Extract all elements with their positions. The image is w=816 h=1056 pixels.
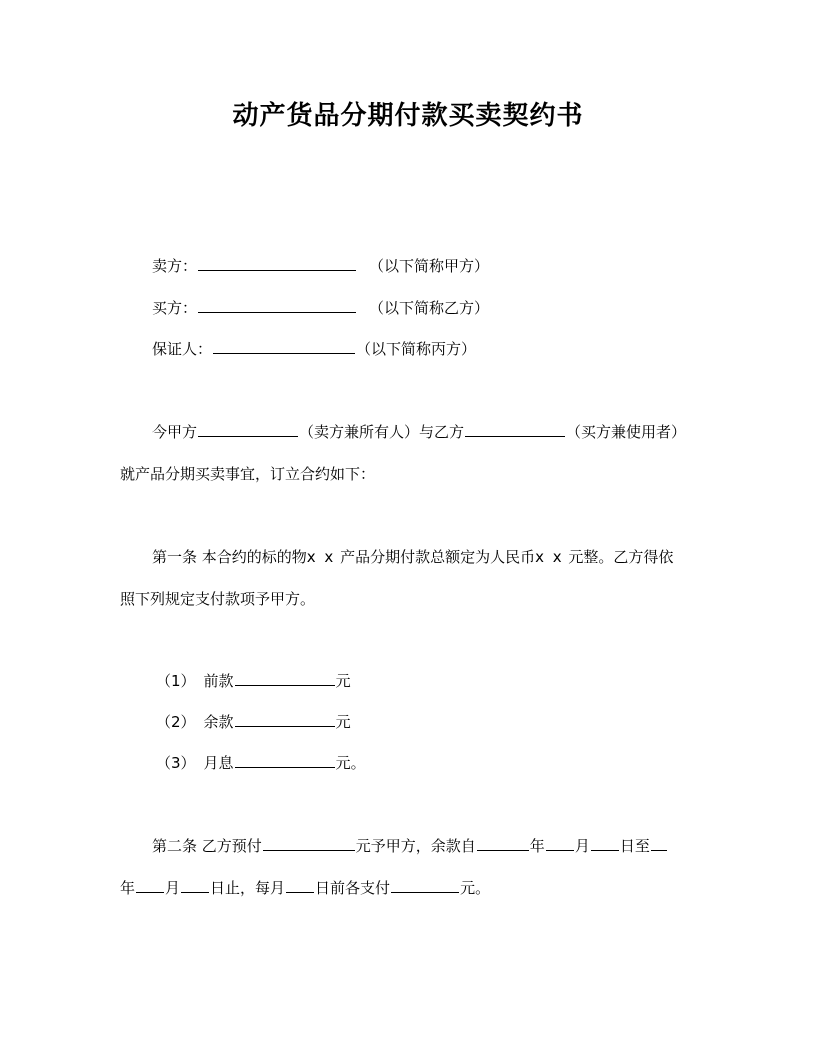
payment-item-2 xyxy=(156,710,351,734)
seller-note: （以下简称甲方） xyxy=(369,257,490,275)
seller-label: 卖方： xyxy=(152,257,198,275)
intro-seller-blank[interactable] xyxy=(198,420,298,437)
article2-start-day-blank[interactable] xyxy=(591,834,619,851)
payment-blank-3[interactable] xyxy=(235,751,335,768)
article1-xx-2: x x xyxy=(535,548,564,566)
article2-text-b: 元予甲方，余款自 xyxy=(355,837,476,855)
payment-item-1 xyxy=(156,669,351,693)
payment-label: 余款 xyxy=(203,713,234,731)
article2-text-c: 年 xyxy=(529,837,545,855)
payment-label: 月息 xyxy=(203,754,234,772)
article2-text-j: 元。 xyxy=(460,879,491,897)
article2-text-a: 第二条 乙方预付 xyxy=(152,837,262,855)
article1-text-2: 照下列规定支付款项予甲方。 xyxy=(120,590,316,608)
article2-end-day-blank[interactable] xyxy=(181,876,209,893)
intro-line-1 xyxy=(152,420,686,444)
buyer-note: （以下简称乙方） xyxy=(369,299,490,317)
article2-end-month-blank[interactable] xyxy=(136,876,164,893)
article2-text-g: 月 xyxy=(165,879,181,897)
guarantor-line xyxy=(152,337,476,361)
article1-suffix: 元整。乙方得依 xyxy=(563,548,674,566)
guarantor-note: （以下简称丙方） xyxy=(356,340,477,358)
buyer-blank[interactable] xyxy=(198,296,356,313)
article2-text-i: 日前各支付 xyxy=(315,879,391,897)
payment-num: （1） xyxy=(156,672,196,690)
intro-text-1: 今甲方 xyxy=(152,423,198,441)
payment-label: 前款 xyxy=(203,672,234,690)
article2-start-month-blank[interactable] xyxy=(546,834,574,851)
article2-monthly-amount-blank[interactable] xyxy=(391,876,459,893)
intro-text-2: （卖方兼所有人）与乙方 xyxy=(299,423,465,441)
payment-num: （2） xyxy=(156,713,196,731)
intro-line-2 xyxy=(120,462,375,486)
seller-line xyxy=(152,254,489,278)
article2-line-2 xyxy=(120,876,490,900)
intro-text-4: 就产品分期买卖事宜，订立合约如下： xyxy=(120,465,376,483)
seller-blank[interactable] xyxy=(198,254,356,271)
article1-middle: 产品分期付款总额定为人民币 xyxy=(335,548,536,566)
intro-buyer-blank[interactable] xyxy=(465,420,565,437)
payment-blank-2[interactable] xyxy=(235,710,335,727)
article1-prefix: 第一条 本合约的标的物 xyxy=(152,548,307,566)
guarantor-blank[interactable] xyxy=(213,337,355,354)
document-title: 动产货品分期付款买卖契约书 xyxy=(232,101,584,131)
payment-num: （3） xyxy=(156,754,196,772)
article2-end-year-blank-a[interactable] xyxy=(651,834,667,851)
buyer-line xyxy=(152,296,489,320)
article2-start-year-blank[interactable] xyxy=(477,834,529,851)
article2-prepay-blank[interactable] xyxy=(263,834,355,851)
article2-pay-day-blank[interactable] xyxy=(286,876,314,893)
article2-text-h: 日止，每月 xyxy=(210,879,286,897)
article1-line-1 xyxy=(152,545,673,569)
article2-text-e: 日至 xyxy=(619,837,650,855)
guarantor-label: 保证人： xyxy=(152,340,213,358)
payment-unit: 元 xyxy=(335,713,351,731)
article1-xx-1: x x xyxy=(306,548,336,566)
payment-unit: 元 xyxy=(335,672,351,690)
payment-blank-1[interactable] xyxy=(235,669,335,686)
payment-unit: 元。 xyxy=(335,754,366,772)
article1-line-2 xyxy=(120,587,315,611)
intro-text-3: （买方兼使用者） xyxy=(566,423,687,441)
buyer-label: 买方： xyxy=(152,299,198,317)
article2-text-d: 月 xyxy=(574,837,590,855)
article2-line-1 xyxy=(152,834,668,858)
payment-item-3 xyxy=(156,751,366,775)
article2-text-f: 年 xyxy=(120,879,136,897)
